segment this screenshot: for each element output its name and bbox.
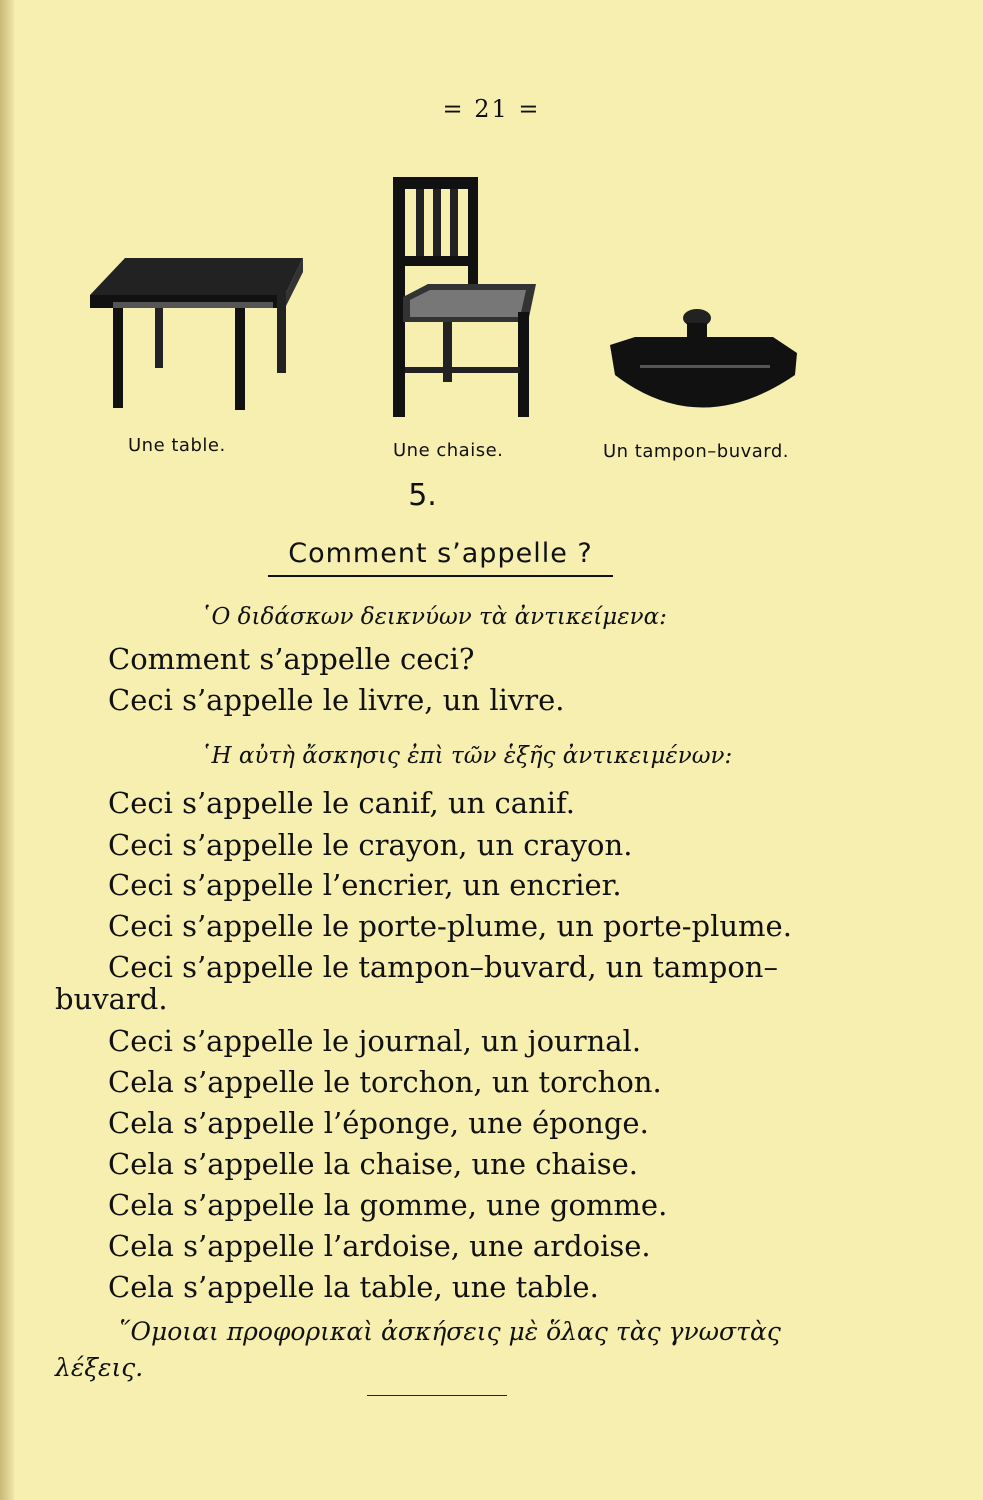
lesson-title: Comment s’appelle ?	[268, 538, 613, 577]
exercise-line: Cela s’appelle la chaise, une chaise.	[108, 1147, 638, 1181]
table-illustration	[85, 250, 310, 415]
end-rule	[367, 1395, 507, 1396]
blotter-illustration	[605, 305, 800, 420]
chair-illustration	[388, 172, 548, 422]
exercise-line: Cela s’appelle l’éponge, une éponge.	[108, 1106, 649, 1140]
exercise-line: Cela s’appelle le torchon, un torchon.	[108, 1065, 662, 1099]
lesson-number: 5.	[408, 478, 437, 513]
exercise-line: Cela s’appelle l’ardoise, une ardoise.	[108, 1229, 651, 1263]
teacher-instruction: ῾Ο διδάσκων δεικνύων τὰ ἀντικείμενα:	[200, 604, 667, 630]
caption-blotter: Un tampon–buvard.	[603, 441, 790, 462]
caption-chair: Une chaise.	[393, 440, 504, 461]
closing-instruction-continuation: λέξεις.	[55, 1353, 144, 1382]
exercise-instruction: ῾Η αὐτὴ ἄσκησις ἐπὶ τῶν ἑξῆς ἀντικειμένων:	[200, 743, 733, 769]
exercise-line: Ceci s’appelle le porte-plume, un porte-plume.	[108, 909, 792, 943]
caption-table: Une table.	[128, 435, 226, 456]
exercise-line: Cela s’appelle la gomme, une gomme.	[108, 1188, 668, 1222]
answer-line: Ceci s’appelle le livre, un livre.	[108, 683, 565, 717]
page-spine-edge	[0, 0, 14, 1500]
closing-instruction: ῞Ομοιαι προφορικαὶ ἀσκήσεις μὲ ὅλας τὰς γνωστὰς	[118, 1317, 781, 1346]
exercise-line: Ceci s’appelle l’encrier, un encrier.	[108, 868, 622, 902]
page-number: = 21 =	[442, 95, 541, 123]
question-line: Comment s’appelle ceci?	[108, 642, 475, 676]
exercise-line: Cela s’appelle la table, une table.	[108, 1270, 599, 1304]
exercise-line: Ceci s’appelle le tampon–buvard, un tampon–	[108, 950, 778, 984]
exercise-line: Ceci s’appelle le crayon, un crayon.	[108, 828, 633, 862]
exercise-line: Ceci s’appelle le canif, un canif.	[108, 786, 575, 820]
exercise-line-continuation: buvard.	[55, 982, 168, 1016]
exercise-line: Ceci s’appelle le journal, un journal.	[108, 1024, 642, 1058]
